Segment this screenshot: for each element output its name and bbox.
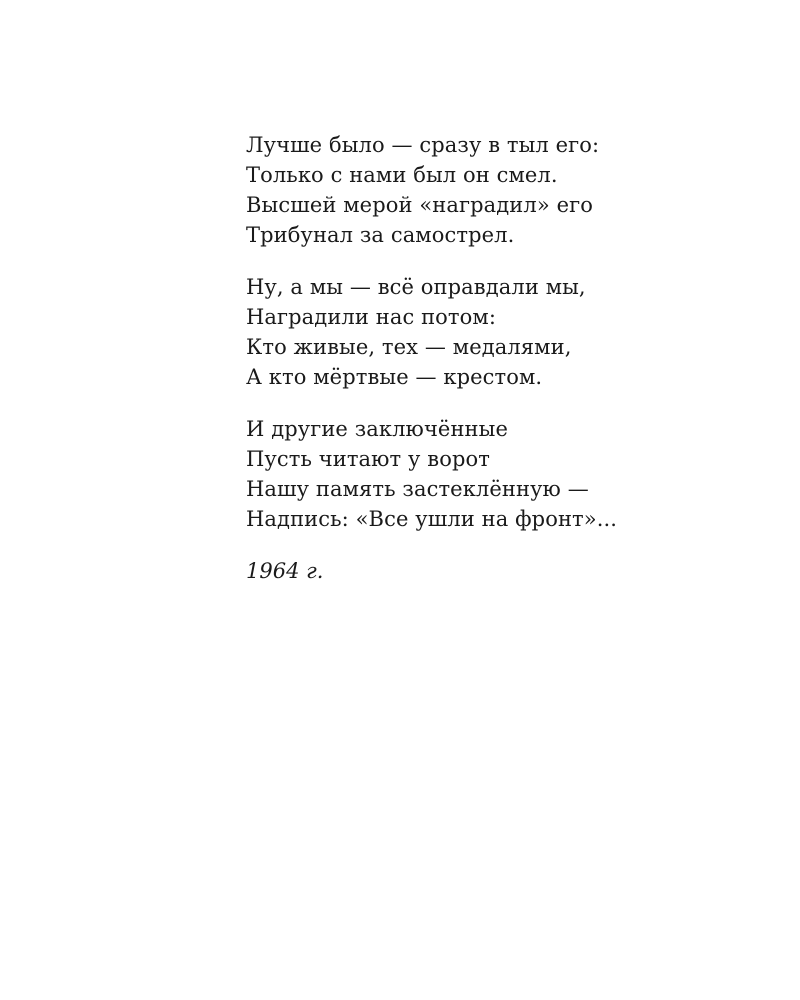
poem-date: 1964 г. <box>246 559 324 583</box>
poem-line: Высшей мерой «наградил» его <box>246 193 593 217</box>
stanza-2 <box>246 272 766 392</box>
poem-line: Наградили нас потом: <box>246 305 497 329</box>
poem-line: Пусть читают у ворот <box>246 447 490 471</box>
stanza-3 <box>246 414 766 534</box>
poem-line: Нашу память застеклённую — <box>246 477 589 501</box>
poem-line: Трибунал за самострел. <box>246 223 515 247</box>
stanza-1 <box>246 130 766 250</box>
poem-page <box>246 130 766 586</box>
poem-line: Только с нами был он смел. <box>246 163 558 187</box>
poem-line: Кто живые, тех — медалями, <box>246 335 572 359</box>
poem-line: А кто мёртвые — крестом. <box>246 365 543 389</box>
poem-line: Лучше было — сразу в тыл его: <box>246 133 600 157</box>
poem-line: Ну, а мы — всё оправдали мы, <box>246 275 586 299</box>
poem-line: Надпись: «Все ушли на фронт»... <box>246 507 618 531</box>
poem-line: И другие заключённые <box>246 417 508 441</box>
